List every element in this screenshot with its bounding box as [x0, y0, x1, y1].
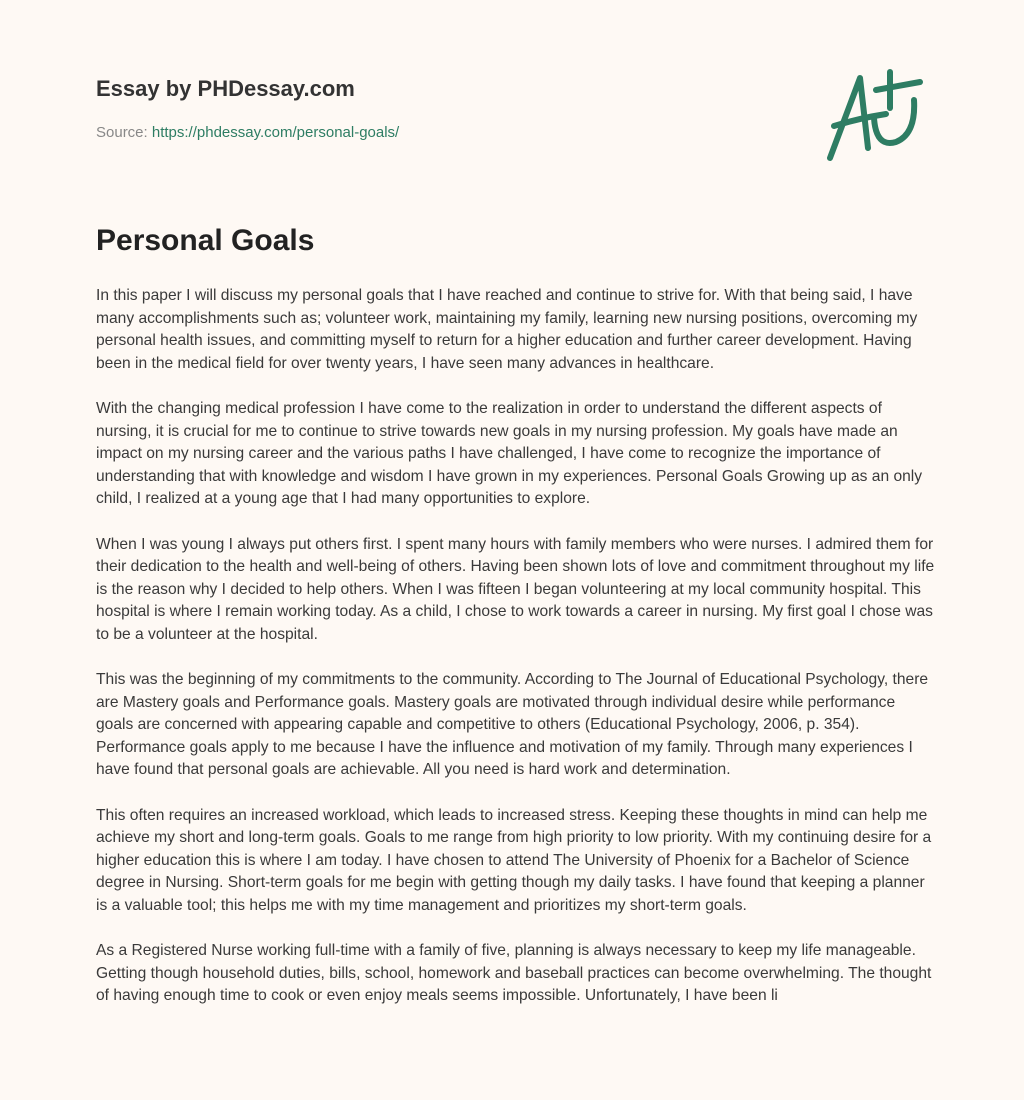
paragraph: When I was young I always put others first. I spent many hours with family members who were nurses. I admired them for their dedication to the health and well-being of others. Having been shown lots of love and commitment throughout my life is the reason why I decided to help others. When I was fifteen I began volunteering at my local community hospital. This hospital is where I remain working today. As a child, I chose to work towards a career in nursing. My first goal I chose was to be a volunteer at the hospital. — [96, 535, 935, 643]
brand-title: Essay by PHDessay.com — [96, 76, 355, 101]
paragraph: As a Registered Nurse working full-time with a family of five, planning is always necessary to keep my life manageable. Getting though household duties, bills, school, homework and baseball practices can become overwhelming. The thought of having enough time to cook or even enjoy meals seems impossible. Unfortunately, I have been li — [96, 942, 932, 1004]
essay-title: Personal Goals — [96, 224, 315, 257]
paragraph: This often requires an increased workload, which leads to increased stress. Keeping these thoughts in mind can help me achieve my short and long-term goals. Goals to me range from high priority to low priority. With my continuing desire for a higher education this is where I am today. I have chosen to attend The University of Phoenix for a Bachelor of Science degree in Nursing. Short-term goals for me begin with getting though my daily tasks. I have found that keeping a planner is a valuable tool; this helps me with my time management and prioritizes my short-term goals. — [96, 806, 932, 914]
source-link[interactable]: https://phdessay.com/personal-goals/ — [151, 124, 400, 141]
paragraph: In this paper I will discuss my personal goals that I have reached and continue to strive for. With that being said, I have many accomplishments such as; volunteer work, maintaining my family, learning new nursing positions, overcoming my personal health issues, and committing myself to return for a higher education and further career development. Having been in the medical field for over twenty years, I have seen many advances in healthcare. — [96, 287, 918, 372]
essay-body — [96, 285, 936, 1031]
source-line — [96, 124, 399, 141]
a-plus-logo-icon — [820, 68, 930, 164]
source-label: Source: — [96, 124, 148, 141]
paragraph: This was the beginning of my commitments to the community. According to The Journal of Educational Psychology, there are Mastery goals and Performance goals. Mastery goals are motivated through individual desire while performance goals are concerned with appearing capable and competitive to others (Educational Psychology, 2006, p. 354). Performance goals apply to me because I have the influence and motivation of my family. Through many experiences I have found that personal goals are achievable. All you need is hard work and determination. — [96, 671, 929, 778]
paragraph: With the changing medical profession I have come to the realization in order to understand the different aspects of nursing, it is crucial for me to continue to strive towards new goals in my nursing profession. My goals have made an impact on my nursing career and the various paths I have challenged, I have come to recognize the importance of understanding that with knowledge and wisdom I have grown in my experiences. Personal Goals Growing up as an only child, I realized at a young age that I had many opportunities to explore. — [96, 400, 923, 507]
